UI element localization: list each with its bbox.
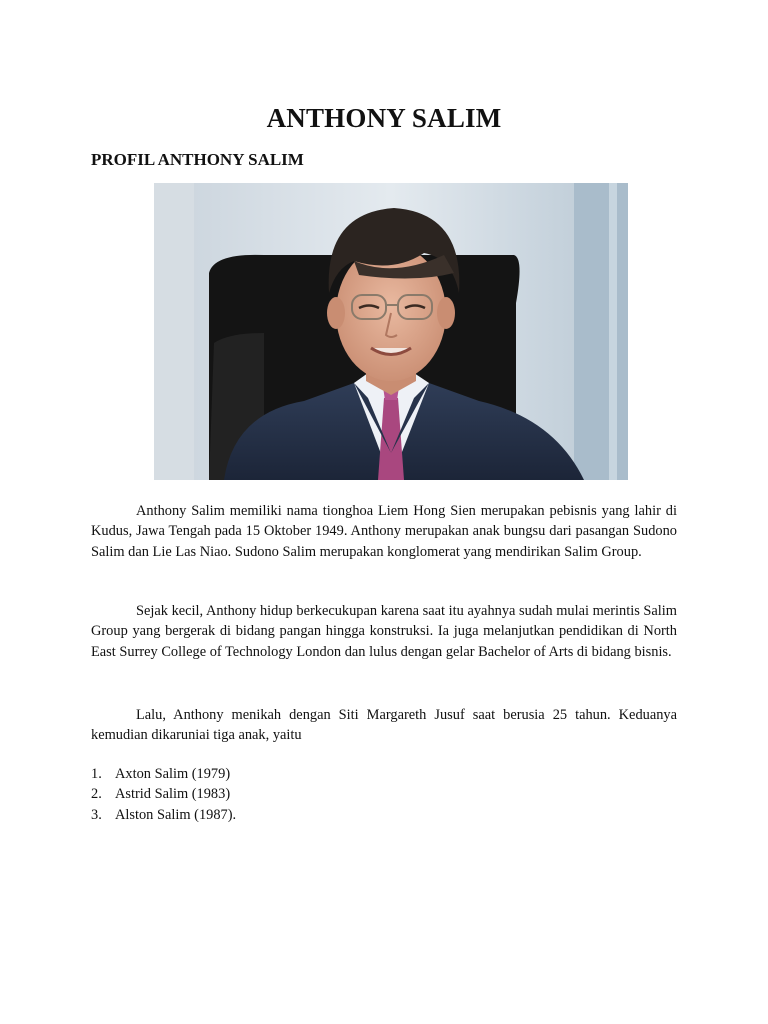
list-item-text: Astrid Salim (1983) (115, 786, 231, 803)
list-item-number: 3. (91, 806, 102, 823)
list-item-number: 2. (91, 786, 102, 803)
document-title: ANTHONY SALIM (266, 103, 502, 133)
paragraph-biography-family: Lalu, Anthony menikah dengan Siti Margareth Jusuf saat berusia 25 tahun. Keduanya kemudian dikaruniai tiga anak, yaitu (91, 707, 677, 744)
list-item-number: 1. (91, 766, 102, 782)
list-item (91, 784, 236, 804)
section-heading: PROFIL ANTHONY SALIM (91, 150, 304, 169)
list-item-text: Axton Salim (1979) (115, 766, 231, 782)
list-item-text: Alston Salim (1987). (115, 806, 237, 823)
list-item (91, 764, 236, 784)
children-list (91, 764, 236, 825)
list-item (91, 805, 236, 825)
portrait-photo (154, 183, 628, 480)
paragraph-biography-education: Sejak kecil, Anthony hidup berkecukupan karena saat itu ayahnya sudah mulai merintis Salim Group yang bergerak di bidang pangan hingga konstruksi. Ia juga melanjutkan pendidikan di North East Surrey College of Technology London dan lulus dengan gelar Bachelor of Arts di bidang bisnis. (91, 603, 677, 660)
paragraph-biography-birth: Anthony Salim memiliki nama tionghoa Liem Hong Sien merupakan pebisnis yang lahir di Kudus, Jawa Tengah pada 15 Oktober 1949. Anthony merupakan anak bungsu dari pasangan Sudono Salim dan Lie Las Niao. Sudono Salim merupakan konglomerat yang mendirikan Salim Group. (91, 503, 677, 560)
portrait-photo-illustration (154, 183, 628, 480)
